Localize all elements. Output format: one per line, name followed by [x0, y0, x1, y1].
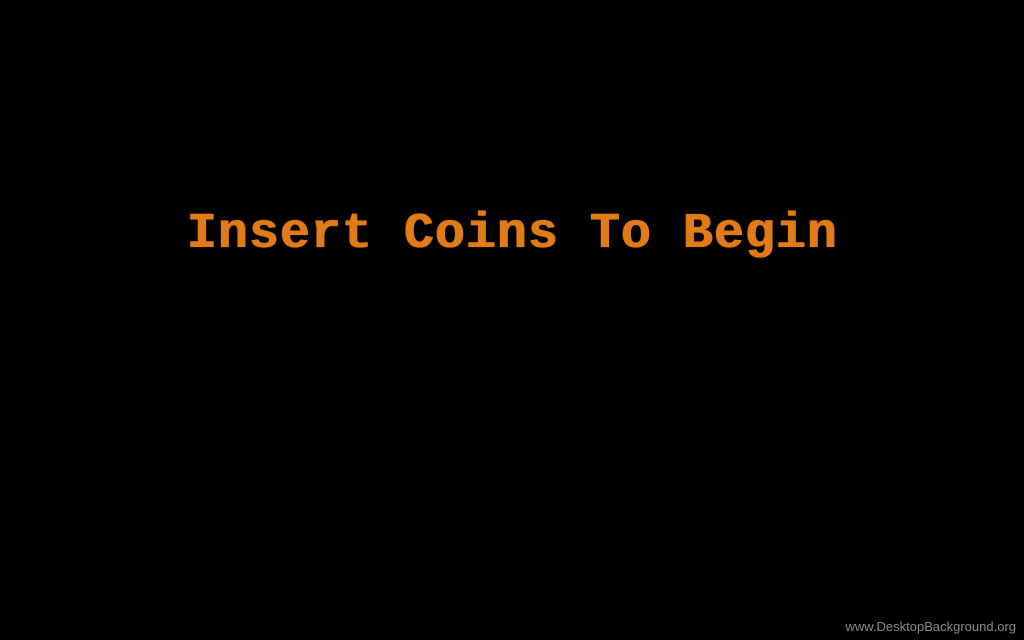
watermark-text: www.DesktopBackground.org	[845, 619, 1016, 634]
insert-coins-message: Insert Coins To Begin	[186, 206, 838, 263]
